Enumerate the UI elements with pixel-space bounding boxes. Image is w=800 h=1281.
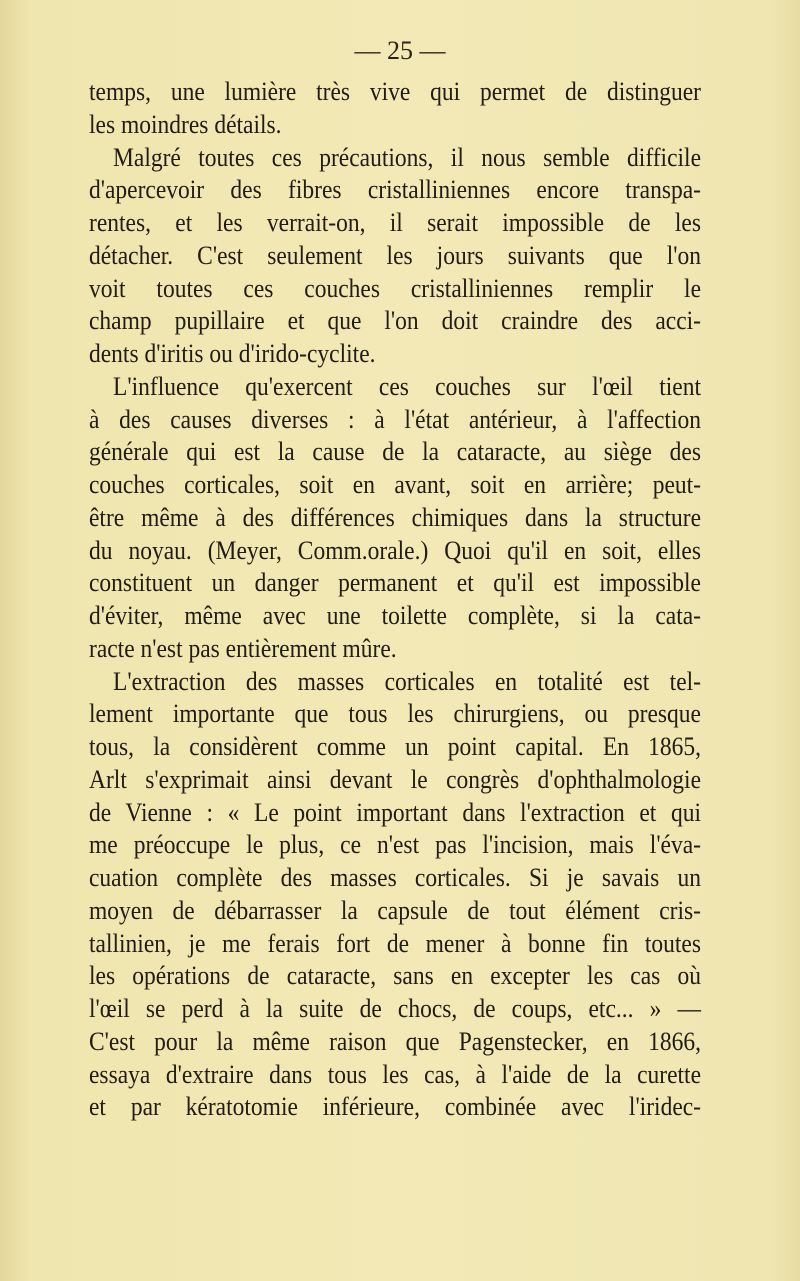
text-line: L'influence qu'exercent ces couches sur l'œil tient [113,372,701,402]
text-line: les opérations de cataracte, sans en excepter les cas où [89,961,701,991]
text-line: d'éviter, même avec une toilette complète, si la cata- [89,601,701,631]
text-line: constituent un danger permanent et qu'il est impossible [89,568,701,598]
text-line: essaya d'extraire dans tous les cas, à l'aide de la curette [89,1059,701,1090]
text-line: générale qui est la cause de la cataracte, au siège des [89,437,701,467]
text-line: champ pupillaire et que l'on doit craindre des acci- [89,306,701,336]
text-line: Malgré toutes ces précautions, il nous semble difficile [113,142,701,173]
text-line: cuation complète des masses corticales. Si je savais un [89,863,701,893]
text-line: couches corticales, soit en avant, soit en arrière; peut- [89,470,701,500]
text-line: du noyau. (Meyer, Comm.orale.) Quoi qu'il en soit, elles [89,535,701,566]
text-line: être même à des différences chimiques dans la structure [89,503,701,533]
text-line: et par kératotomie inférieure, combinée avec l'iridec- [89,1092,701,1122]
text-line: à des causes diverses : à l'état antérieur, à l'affection [89,404,701,435]
page-number: — 25 — [354,36,446,65]
text-line: d'apercevoir des fibres cristalliniennes encore transpa- [89,175,701,205]
text-line: détacher. C'est seulement les jours suivants que l'on [89,241,701,271]
text-line: C'est pour la même raison que Pagenstecker, en 1866, [89,1027,701,1057]
text-line: moyen de débarrasser la capsule de tout élément cris- [89,896,701,926]
text-line: dents d'iritis ou d'irido-cyclite. [89,339,376,369]
text-line: tous, la considèrent comme un point capital. En 1865, [89,732,701,762]
text-line: rentes, et les verrait-on, il serait impossible de les [89,208,701,238]
text-line: tallinien, je me ferais fort de mener à bonne fin toutes [89,928,701,959]
text-line: de Vienne : « Le point important dans l'extraction et qui [89,797,701,828]
text-line: L'extraction des masses corticales en totalité est tel- [113,666,701,697]
text-line: temps, une lumière très vive qui permet de distinguer [89,77,701,107]
text-line: Arlt s'exprimait ainsi devant le congrès d'ophthalmologie [89,765,701,795]
text-line: l'œil se perd à la suite de chocs, de coups, etc... » — [89,994,701,1024]
body-text [89,76,701,1124]
text-line: racte n'est pas entièrement mûre. [89,634,397,664]
text-line: lement importante que tous les chirurgiens, ou presque [89,699,701,729]
text-line: les moindres détails. [89,110,282,140]
text-line: voit toutes ces couches cristalliniennes remplir le [89,273,701,304]
text-line: me préoccupe le plus, ce n'est pas l'incision, mais l'éva- [89,830,701,860]
